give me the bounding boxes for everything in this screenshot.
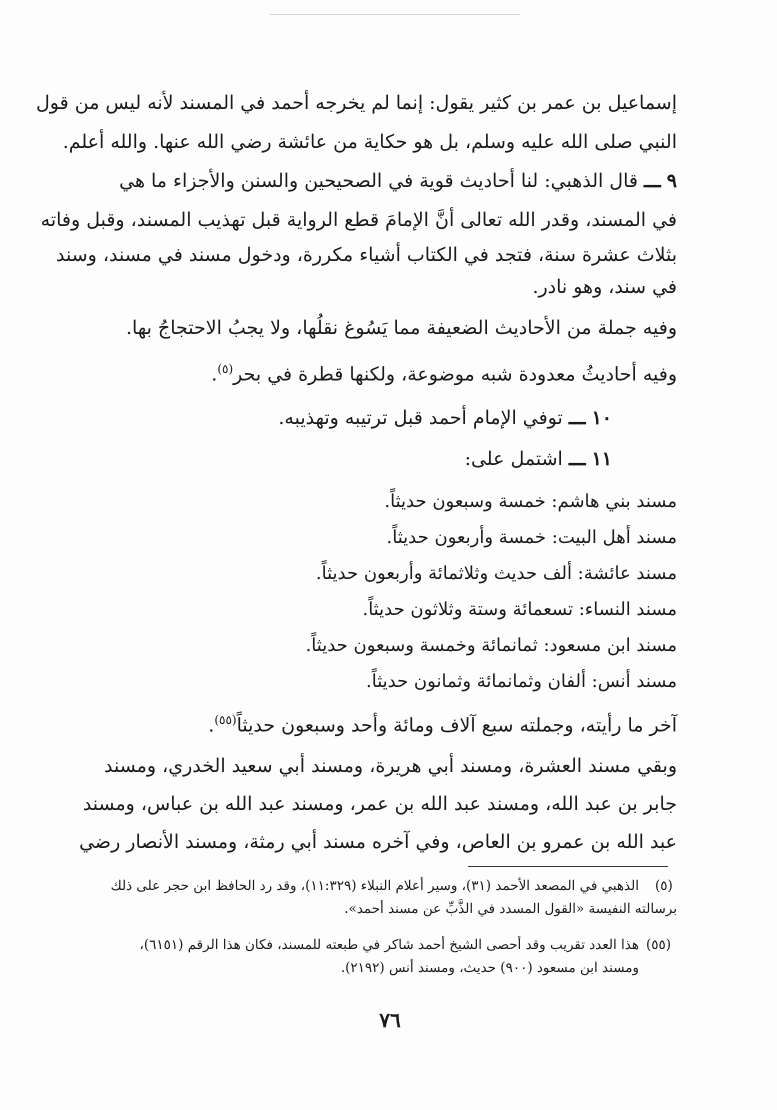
item-10-dash: ـــ (568, 407, 586, 429)
item-9-text: قال الذهبي: لنا أحاديث قوية في الصحيحين والسنن والأجزاء ما هي (119, 170, 638, 192)
item-10 (278, 405, 612, 431)
weak-hadith-text: وفيه أحاديثُ معدودة شبه موضوعة، ولكنها قطرة في بحر (233, 363, 677, 386)
footnote-2-line-2: ومسند ابن مسعود (٩٠٠) حديث، ومسند أنس (٢١٩٢). (340, 960, 639, 976)
musnad-list-item: مسند ابن مسعود: ثمانمائة وخمسة وسبعون حديثاً. (305, 635, 677, 656)
paragraph-1-line-1: إسماعيل بن عمر بن كثير يقول: إنما لم يخرجه أحمد في المسند لأنه ليس من قول (36, 92, 677, 114)
item-9-line-4: في سند، وهو نادر. (532, 276, 677, 298)
footnote-2-line-1: هذا العدد تقريب وقد أحصى الشيخ أحمد شاكر في طبعته للمسند، فكان هذا الرقم (٦١٥١)، (139, 937, 639, 953)
paragraph-1-line-2: النبي صلى الله عليه وسلم، بل هو حكاية من عائشة رضي الله عنها. والله أعلم. (62, 131, 677, 153)
weak-hadith-line-2 (211, 356, 677, 387)
item-10-text: توفي الإمام أحمد قبل ترتيبه وتهذيبه. (278, 407, 563, 429)
item-9-line-1 (119, 168, 677, 194)
item-9-line-3: بثلاث عشرة سنة، فتجد في الكتاب أشياء مكررة، ودخول مسند في مسند، وسند (56, 244, 677, 266)
page-number: ٧٦ (379, 1008, 401, 1032)
musnad-list-item: مسند النساء: تسعمائة وستة وثلاثون حديثاً. (362, 599, 677, 620)
remaining-line-2: جابر بن عبد الله، ومسند عبد الله بن عمر، ومسند عبد الله بن عباس، ومسند (82, 793, 677, 815)
item-9-dash: ـــ (644, 170, 661, 192)
item-11-text: اشتمل على: (464, 448, 563, 470)
remaining-line-1: وبقي مسند العشرة، ومسند أبي هريرة، ومسند أبي سعيد الخدري، ومسند (104, 755, 677, 777)
footnote-1-mark: (٥) (655, 878, 673, 894)
item-9-line-2: في المسند، وقدر الله تعالى أنَّ الإمامَ قطع الرواية قبل تهذيب المسند، وقبل وفاته (40, 209, 677, 231)
item-9-number: ٩ (666, 170, 677, 192)
weak-hadith-end: . (211, 363, 218, 386)
musnad-list-item: مسند بني هاشم: خمسة وسبعون حديثاً. (384, 491, 677, 512)
weak-hadith-line-1: وفيه جملة من الأحاديث الضعيفة مما يَسُوغ نقلُها، ولا يجبُ الاحتجاجُ بها. (126, 317, 677, 339)
musnad-list-item: مسند عائشة: ألف حديث وثلاثمائة وأربعون حديثاً. (315, 563, 677, 584)
footnote-1-line-2: برسالته النفيسة «القول المسدد في الذَّبِّ عن مسند أحمد». (344, 901, 677, 917)
total-end: . (208, 714, 215, 737)
item-10-number: ١٠ (591, 407, 612, 429)
total-line (208, 707, 677, 738)
footnote-1-line-1: الذهبي في المصعد الأحمد (٣١)، وسير أعلام النبلاء (١١:٣٢٩)، وقد رد الحافظ ابن حجر على ذلك (110, 878, 639, 894)
musnad-list-item: مسند أنس: ألفان وثمانمائة وثمانون حديثاً. (365, 671, 677, 692)
remaining-line-3: عبد الله بن عمرو بن العاص، وفي آخره مسند أبي رمثة، ومسند الأنصار رضي (79, 831, 677, 853)
item-11-dash: ـــ (568, 448, 586, 470)
footnote-ref-2: (٥٥) (214, 713, 237, 727)
musnad-list-item: مسند أهل البيت: خمسة وأربعون حديثاً. (386, 527, 677, 548)
top-edge-line (270, 14, 520, 15)
item-11-number: ١١ (591, 448, 612, 470)
total-text: آخر ما رأيته، وجملته سبع آلاف ومائة وأحد وسبعون حديثاً (236, 714, 677, 737)
item-11 (465, 446, 612, 472)
footnote-ref-1: (٥) (217, 362, 234, 376)
footnote-2-mark: (٥٥) (646, 937, 672, 953)
footnote-separator (468, 866, 668, 867)
